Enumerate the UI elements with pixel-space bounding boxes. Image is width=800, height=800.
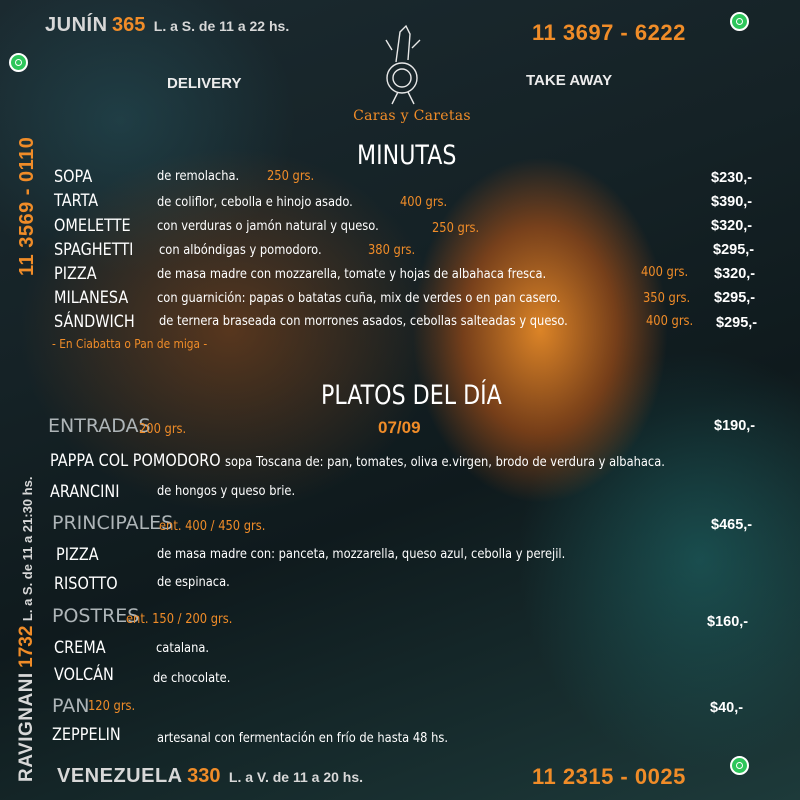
platos-date: 07/09 bbox=[378, 418, 421, 437]
minuta-weight: 400 grs. bbox=[646, 313, 694, 329]
plato-name: VOLCÁN bbox=[54, 665, 114, 685]
minuta-price: $320,- bbox=[711, 218, 753, 234]
plato-name: PAPPA COL POMODORO bbox=[50, 451, 221, 471]
header-junin bbox=[45, 14, 289, 37]
sandwich-note: - En Ciabatta o Pan de miga - bbox=[52, 336, 208, 351]
minuta-desc: de ternera braseada con morrones asados, cebollas salteadas y queso. bbox=[159, 313, 568, 329]
whatsapp-icon bbox=[9, 53, 28, 72]
minuta-weight: 250 grs. bbox=[267, 168, 315, 184]
category-label: ENTRADAS bbox=[48, 415, 151, 437]
caras-y-caretas-logo bbox=[353, 22, 471, 132]
plato-name: RISOTTO bbox=[54, 574, 118, 594]
minuta-desc: con guarnición: papas o batatas cuña, mix de verdes o en pan casero. bbox=[157, 290, 561, 306]
junin-hours: L. a S. de 11 a 22 hs. bbox=[153, 18, 290, 34]
minuta-price: $230,- bbox=[711, 170, 753, 186]
minuta-price: $390,- bbox=[711, 194, 753, 210]
category-pan bbox=[52, 695, 89, 717]
minuta-weight: 400 grs. bbox=[400, 194, 448, 210]
plato-desc: de chocolate. bbox=[153, 670, 231, 686]
logo-text: Caras y Caretas bbox=[353, 108, 471, 124]
minuta-name: SÁNDWICH bbox=[54, 312, 135, 332]
minuta-weight: 380 grs. bbox=[368, 242, 416, 258]
category-price: $465,- bbox=[711, 517, 753, 533]
plato-desc: artesanal con fermentación en frío de hasta 48 hs. bbox=[157, 730, 449, 746]
plato-desc: de masa madre con: panceta, mozzarella, queso azul, cebolla y perejil. bbox=[157, 546, 566, 562]
junin-name: JUNÍN bbox=[45, 14, 108, 36]
take-away-label: TAKE AWAY bbox=[526, 72, 613, 89]
whatsapp-icon bbox=[730, 12, 749, 31]
venezuela-name: VENEZUELA bbox=[57, 765, 183, 787]
venezuela-number: 330 bbox=[187, 765, 221, 787]
category-label: POSTRES bbox=[52, 605, 140, 627]
whatsapp-icon bbox=[730, 756, 749, 775]
minuta-weight: 400 grs. bbox=[641, 264, 689, 280]
minuta-name: SOPA bbox=[54, 167, 93, 187]
platos-title: PLATOS DEL DÍA bbox=[321, 380, 502, 411]
minuta-name: TARTA bbox=[54, 191, 99, 211]
ravignani-hours: L. a S. de 11 a 21:30 hs. bbox=[20, 476, 35, 622]
minuta-name: OMELETTE bbox=[54, 216, 131, 236]
category-price: $190,- bbox=[714, 418, 756, 434]
minuta-price: $320,- bbox=[714, 266, 756, 282]
category-principales bbox=[52, 512, 173, 534]
ravignani-street: RAVIGNANI bbox=[16, 672, 37, 782]
plato-name: CREMA bbox=[54, 638, 106, 658]
venezuela-hours: L. a V. de 11 a 20 hs. bbox=[228, 769, 364, 785]
plato-desc: de hongos y queso brie. bbox=[157, 483, 296, 499]
category-label: PRINCIPALES bbox=[52, 512, 174, 534]
minuta-desc: de masa madre con mozzarella, tomate y hojas de albahaca fresca. bbox=[157, 266, 547, 282]
minuta-desc: de coliflor, cebolla e hinojo asado. bbox=[157, 194, 353, 210]
minutas-title: MINUTAS bbox=[357, 140, 457, 171]
category-label: PAN bbox=[52, 695, 90, 717]
minuta-desc: de remolacha. bbox=[157, 168, 240, 184]
minuta-desc: con albóndigas y pomodoro. bbox=[159, 242, 322, 258]
left-phone[interactable] bbox=[16, 137, 39, 276]
minuta-price: $295,- bbox=[716, 315, 758, 331]
minuta-name: PIZZA bbox=[54, 264, 97, 284]
minuta-price: $295,- bbox=[713, 242, 755, 258]
plato-name: PIZZA bbox=[56, 545, 99, 565]
category-weight: 120 grs. bbox=[88, 698, 136, 714]
plato-name: ARANCINI bbox=[50, 482, 120, 502]
delivery-label: DELIVERY bbox=[167, 75, 242, 92]
minuta-weight: 250 grs. bbox=[432, 220, 480, 236]
phone-top[interactable]: 11 3697 - 6222 bbox=[532, 20, 686, 45]
ravignani-number: 1732 bbox=[16, 625, 37, 668]
minuta-name: MILANESA bbox=[54, 288, 129, 308]
category-weight: ent. 150 / 200 grs. bbox=[126, 611, 233, 627]
minuta-price: $295,- bbox=[714, 290, 756, 306]
minuta-desc: con verduras o jamón natural y queso. bbox=[157, 218, 379, 234]
category-entradas bbox=[48, 415, 151, 437]
footer-venezuela bbox=[57, 765, 363, 788]
minuta-name: SPAGHETTI bbox=[54, 240, 134, 260]
plato-desc: sopa Toscana de: pan, tomates, oliva e.virgen, brodo de verdura y albahaca. bbox=[225, 454, 665, 470]
category-weight: ent. 400 / 450 grs. bbox=[159, 518, 266, 534]
category-price: $40,- bbox=[710, 700, 744, 716]
plato-desc: de espinaca. bbox=[157, 574, 230, 590]
junin-number: 365 bbox=[111, 14, 146, 36]
category-weight: 200 grs. bbox=[139, 421, 187, 437]
minuta-weight: 350 grs. bbox=[643, 290, 691, 306]
category-price: $160,- bbox=[707, 614, 749, 630]
left-phone-number: 11 3569 - 0110 bbox=[16, 136, 38, 276]
plato-name: ZEPPELIN bbox=[52, 725, 121, 745]
plato-desc: catalana. bbox=[156, 640, 210, 656]
left-address bbox=[16, 477, 38, 782]
phone-bottom[interactable]: 11 2315 - 0025 bbox=[532, 764, 686, 789]
